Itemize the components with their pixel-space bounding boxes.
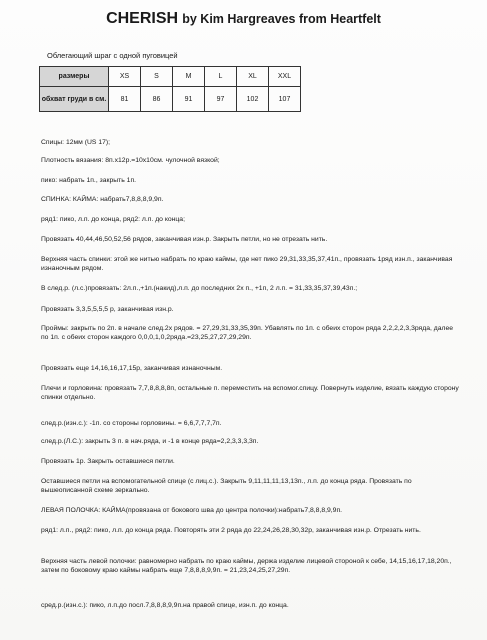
bust-cell: 91: [173, 87, 205, 112]
size-cell: XS: [109, 67, 141, 87]
size-row-label: размеры: [40, 67, 109, 87]
instruction-paragraph: след.р.(Л.С.): закрыть 3 п. в нач.ряда, и -1 в конце ряда=2,2,3,3,3,3п.: [41, 438, 259, 445]
size-cell: L: [205, 67, 237, 87]
instruction-paragraph: Провязать 40,44,46,50,52,56 рядов, заканчивая изн.р. Закрыть петли, но не отрезать нить.: [41, 236, 328, 243]
instruction-paragraph: Оставшиеся петли на вспомогательной спице (с лиц.с.). Закрыть 9,11,11,11,13,13п., л.п. до конца ряда. Провязать по вышеописанной схеме зеркально.: [41, 478, 412, 495]
instruction-paragraph: Провязать 3,3,5,5,5,5 р, заканчивая изн.р.: [41, 306, 174, 313]
size-cell: XXL: [269, 67, 301, 87]
size-cell: M: [173, 67, 205, 87]
size-cell: S: [141, 67, 173, 87]
instruction-paragraph: след.р.(изн.с.): -1п. со стороны горловины. = 6,6,7,7,7,7п.: [41, 420, 222, 427]
size-row: [40, 67, 301, 87]
bust-row: [40, 87, 301, 112]
bust-cell: 102: [237, 87, 269, 112]
instruction-paragraph: СПИНКА: КАЙМА: набрать7,8,8,8,9,9п.: [41, 196, 164, 203]
instruction-paragraph: Плотность вязания: 8п.х12р.=10х10см. чулочной вязкой;: [41, 157, 220, 164]
instruction-paragraph: Проймы: закрыть по 2п. в начале след.2х рядов. = 27,29,31,33,35,39п. Убавлять по 1п. с обеих сторон ряда 2,2,2,2,3,3ряда, далее по 1п. с обеих сторон каждого 0,0,0,1,0,2ряда.=23,25,27,27,29,29п.: [41, 325, 454, 342]
bust-cell: 86: [141, 87, 173, 112]
instruction-paragraph: Провязать 1р. Закрыть оставшиеся петли.: [41, 458, 175, 465]
instruction-paragraph: ЛЕВАЯ ПОЛОЧКА: КАЙМА(провязана от бокового шва до центра полочки):набрать7,8,8,8,9,9п.: [41, 507, 343, 514]
bust-cell: 107: [269, 87, 301, 112]
instruction-paragraph: Верхняя часть спинки: этой же нитью набрать по краю каймы, где нет пико 29,31,33,35,37,41п., провязать 1ряд изн.п., заканчивая изнаночным рядом.: [41, 256, 453, 273]
size-cell: XL: [237, 67, 269, 87]
instruction-paragraph: В след.р. (л.с.)провязать: 2л.п.,+1п.(накид),л.п. до последних 2х п., +1п, 2 л.п. = 31,33,35,37,39,43п.;: [41, 285, 358, 292]
instruction-paragraph: сред.р.(изн.с.): пико, л.п.до посл.7,8,8,8,9,9п.на правой спице, изн.п. до конца.: [41, 602, 289, 609]
document-title: [0, 10, 487, 28]
pattern-description: Облегающий шраг с одной пуговицей: [47, 51, 178, 60]
instruction-paragraph: пико: набрать 1п., закрыть 1п.: [41, 177, 137, 184]
instruction-paragraph: ряд1: пико, л.п. до конца, ряд2: л.п. до конца;: [41, 216, 185, 223]
bust-cell: 97: [205, 87, 237, 112]
instruction-paragraph: ряд1: л.п., ряд2: пико, л.п. до конца ряда. Повторять эти 2 ряда до 22,24,26,28,30,32р, заканчивая изн.р. Отрезать нить.: [41, 527, 421, 534]
instruction-paragraph: Провязать еще 14,16,16,17,15р, заканчивая изнаночным.: [41, 365, 223, 372]
pattern-source: by Kim Hargreaves from Heartfelt: [182, 12, 381, 26]
instruction-paragraph: Спицы: 12мм (US 17);: [41, 139, 111, 146]
bust-cell: 81: [109, 87, 141, 112]
bust-row-label: обхват груди в см.: [40, 87, 109, 112]
size-table: [39, 66, 301, 112]
instruction-paragraph: Плечи и горловина: провязать 7,7,8,8,8,8п, остальные п. переместить на вспомог.спицу. Повернуть изделие, вязать каждую сторону спинки отдельно.: [41, 385, 459, 402]
instruction-paragraph: Верхняя часть левой полочки: равномерно набрать по краю каймы, держа изделие лицевой стороной к себе, 14,15,16,17,18,20п., затем по боковому краю каймы набрать еще 7,8,8,8,9,9п. = 21,23,24,25,27,29п.: [41, 558, 452, 575]
pattern-name: CHERISH: [106, 10, 179, 27]
